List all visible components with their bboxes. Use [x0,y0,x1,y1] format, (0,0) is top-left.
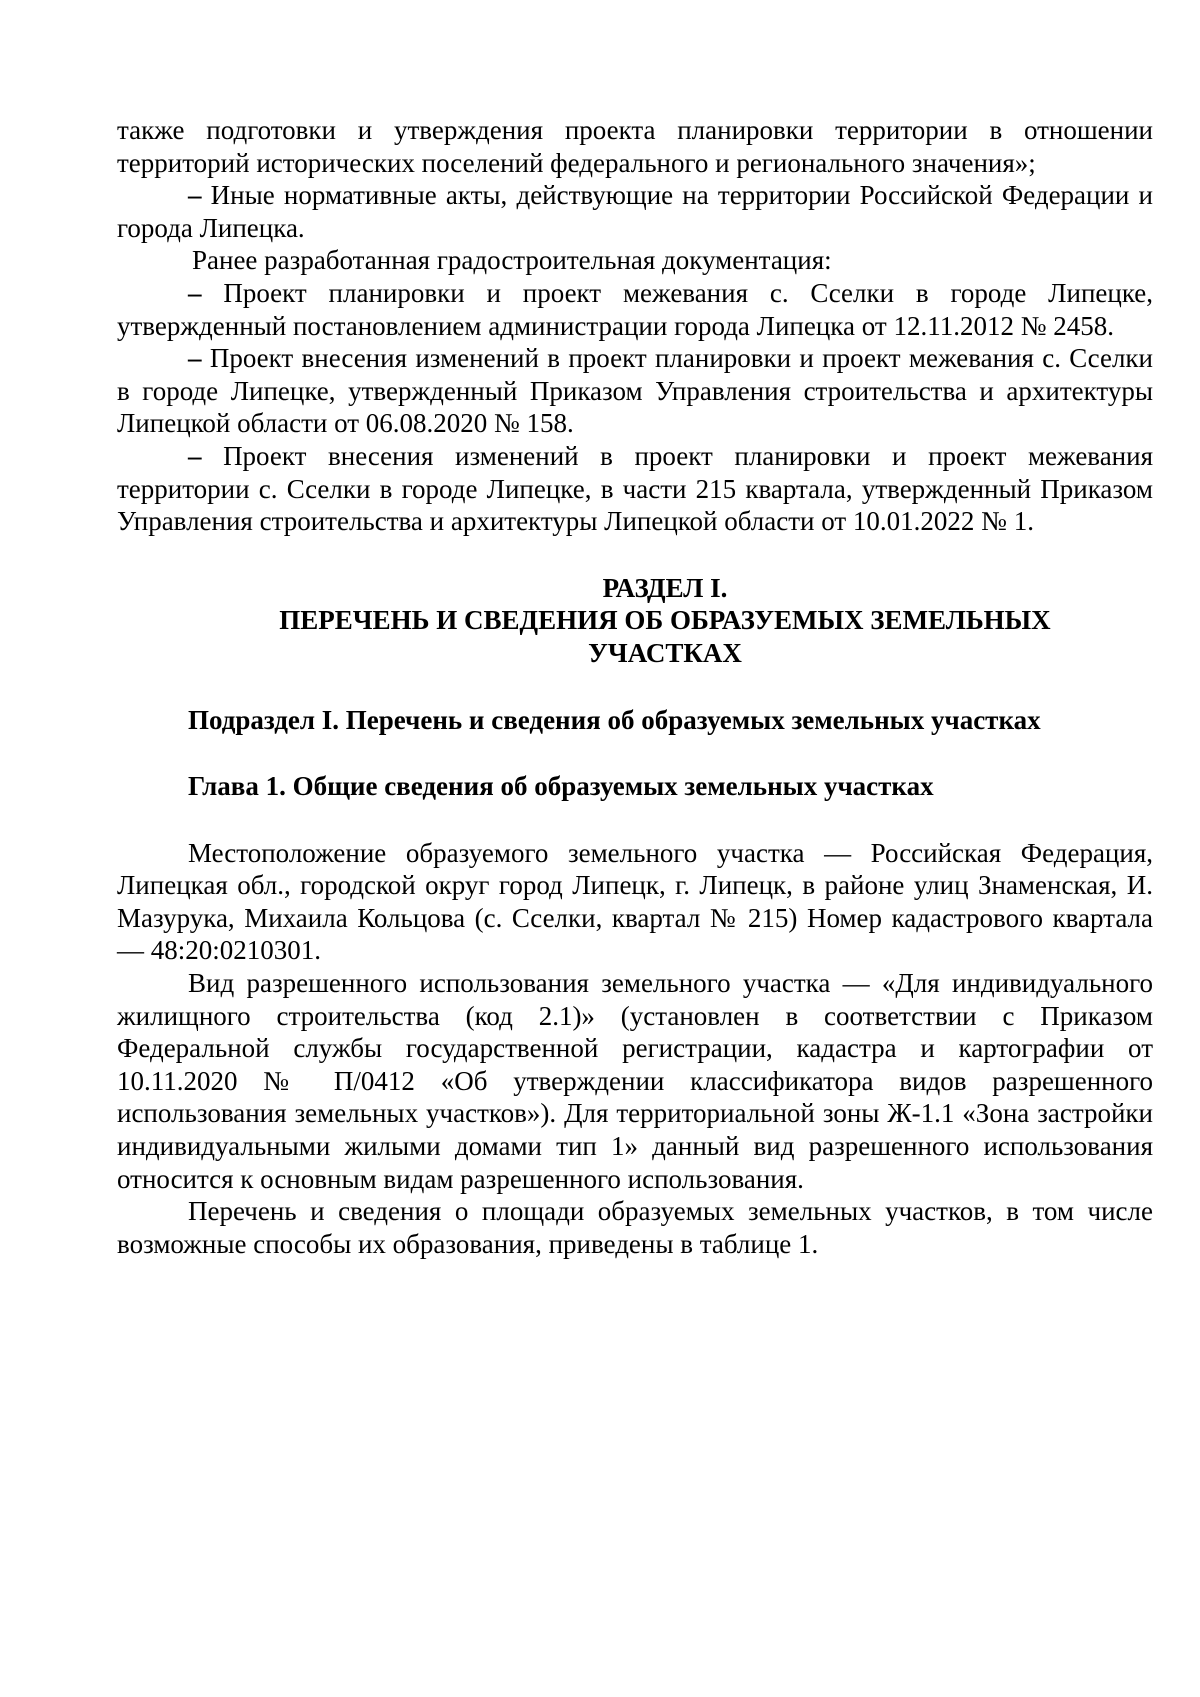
intro-paragraph-1: также подготовки и утверждения проекта планировки территории в отношении территорий исторических поселений федерального и регионального значения»; [117,115,1153,178]
list-dash: – [188,343,202,374]
list-dash: – [188,277,202,308]
section-heading-line-3: УЧАСТКАХ [588,637,742,668]
intro-paragraph-6-text: Проект внесения изменений в проект планировки и проект межевания территории с. Сселки в городе Липецке, в части 215 квартала, утвержденный Приказом Управления строительства и архитектуры Липецкой области от 10.01.2022 № 1. [117,440,1153,537]
intro-paragraph-4-text: Проект планировки и проект межевания с. Сселки в городе Липецке, утвержденный постановлением администрации города Липецка от 12.11.2012 № 2458. [117,277,1153,341]
intro-paragraph-2-text: Иные нормативные акты, действующие на территории Российской Федерации и города Липецка. [117,180,1153,243]
chapter-heading: Глава 1. Общие сведения об образуемых земельных участках [188,771,934,802]
document-page [117,114,1153,1260]
subsection-heading: Подраздел I. Перечень и сведения об образуемых земельных участках [188,704,1041,735]
body-paragraph-1: Местоположение образуемого земельного участка — Российская Федерация, Липецкая обл., городской округ город Липецк, г. Липецк, в районе улиц Знаменская, И. Мазурука, Михаила Кольцова (с. Сселки, квартал № 215) Номер кадастрового квартала — 48:20:0210301. [117,837,1153,966]
intro-paragraph-3: Ранее разработанная градостроительная документация: [192,245,832,276]
body-paragraph-2: Вид разрешенного использования земельного участка — «Для индивидуального жилищного строительства (код 2.1)» (установлен в соответствии с Приказом Федеральной службы государственной регистрации, кадастра и картографии от 10.11.2020 № П/0412 «Об утверждении классификатора видов разрешенного использования земельных участков»). Для территориальной зоны Ж-1.1 «Зона застройки индивидуальными жилыми домами тип 1» данный вид разрешенного использования относится к основным видам разрешенного использования. [117,968,1153,1194]
section-heading-line-1: РАЗДЕЛ I. [602,572,728,603]
section-heading [117,572,1153,670]
intro-paragraph-5-text: Проект внесения изменений в проект планировки и проект межевания с. Сселки в городе Липецке, утвержденный Приказом Управления строительства и архитектуры Липецкой области от 06.08.2020 № 158. [117,343,1153,439]
intro-paragraph-6 [117,440,1153,538]
intro-paragraph-5 [117,342,1153,440]
list-dash: – [188,180,202,211]
list-dash: – [188,440,202,471]
intro-paragraph-4 [117,277,1153,342]
intro-paragraph-2 [117,179,1153,244]
body-paragraph-3: Перечень и сведения о площади образуемых земельных участков, в том числе возможные способы их образования, приведены в таблице 1. [117,1196,1153,1259]
section-heading-line-2: ПЕРЕЧЕНЬ И СВЕДЕНИЯ ОБ ОБРАЗУЕМЫХ ЗЕМЕЛЬНЫХ [279,605,1051,636]
